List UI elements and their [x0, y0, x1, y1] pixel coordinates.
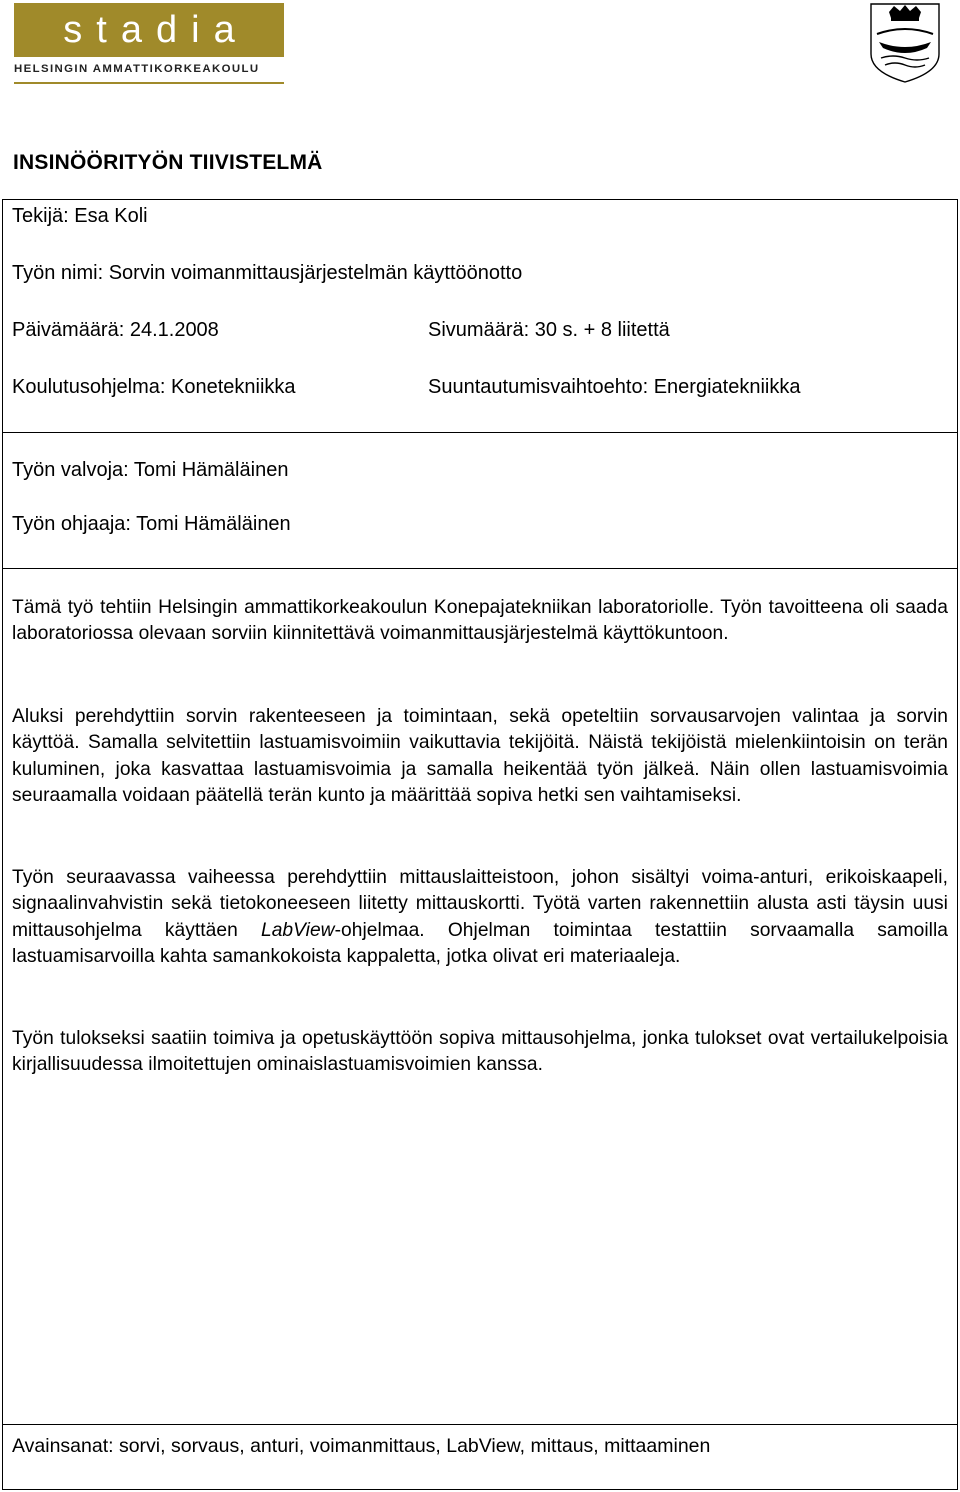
- logo-subtitle: HELSINGIN AMMATTIKORKEAKOULU: [14, 63, 260, 75]
- abstract-paragraph: [12, 865, 948, 971]
- abstract-paragraph-4: Työn tulokseksi saatiin toimiva ja opetuskäyttöön sopiva mittausohjelma, jonka tulokset ovat vertailukelpoisia kirjallisuudessa ilmoitettujen ominaislastuamisvoimien kanssa.: [12, 1028, 948, 1076]
- keywords-field: Avainsanat: sorvi, sorvaus, anturi, voimanmittaus, LabView, mittaus, mittaaminen: [12, 1435, 711, 1457]
- divider-line: [2, 568, 958, 569]
- divider-line: [2, 432, 958, 433]
- stadia-logo: [14, 3, 284, 57]
- divider-line: [2, 1424, 958, 1425]
- abstract-paragraph-1: Tämä työ tehtiin Helsingin ammattikorkeakoulun Konepajatekniikan laboratoriolle. Työn tavoitteena oli saada laboratoriossa olevaan sorviin kiinnitettävä voimanmittausjärjestelmä käyttökuntoon.: [12, 597, 948, 645]
- paragraph-3-text-start: Työn seuraavassa vaiheessa perehdyttiin mittauslaitteistoon, johon sisältyi voima-anturi, erikoiskaapeli, signaalinvahvistin sekä tietokoneeseen liitetty mittauskortti. Työtä varten rakennettiin alusta asti täysin uusi mittausohjelma käyttäen: [12, 867, 948, 941]
- logo-underline: [14, 82, 284, 84]
- author-field: Tekijä: Esa Koli: [12, 205, 148, 227]
- labview-term: LabView: [260, 919, 335, 941]
- document-title: INSINÖÖRITYÖN TIIVISTELMÄ: [13, 151, 323, 174]
- helsinki-coat-of-arms-icon: [867, 2, 943, 84]
- abstract-paragraph-3: [12, 865, 948, 971]
- abstract-paragraph: [12, 1026, 948, 1079]
- abstract-paragraph: [12, 704, 948, 810]
- logo-wordmark: stadia: [63, 9, 249, 51]
- page-count-field: Sivumäärä: 30 s. + 8 liitettä: [428, 319, 670, 341]
- program-field: Koulutusohjelma: Konetekniikka: [12, 376, 296, 398]
- paragraph-3-text-end: -ohjelmaa. Ohjelman toimintaa testattiin sorvaamalla samoilla lastuamisarvoilla kahta samankokoista kappaletta, jotka olivat eri materiaaleja.: [12, 919, 948, 968]
- specialization-field: Suuntautumisvaihtoehto: Energiatekniikka: [428, 376, 801, 398]
- supervisor-field: Työn valvoja: Tomi Hämäläinen: [12, 459, 289, 481]
- abstract-paragraph: [12, 595, 948, 648]
- abstract-paragraph-2: Aluksi perehdyttiin sorvin rakenteeseen ja toimintaan, sekä opeteltiin sorvausarvojen valintaa ja sorvin käyttöä. Samalla selvitettiin lastuamisvoimiin vaikuttavia tekijöitä. Näistä tekijöistä mielenkiintoisin on terän kuluminen, joka kasvattaa lastuamisvoimia ja samalla heikentää työn jälkeä. Näin ollen lastuamisvoimia seuraamalla voidaan päätellä terän kunto ja määrittää sopiva hetki sen vaihtamiseksi.: [12, 706, 948, 807]
- instructor-field: Työn ohjaaja: Tomi Hämäläinen: [12, 513, 291, 535]
- date-field: Päivämäärä: 24.1.2008: [12, 319, 219, 341]
- work-name-field: Työn nimi: Sorvin voimanmittausjärjestelmän käyttöönotto: [12, 262, 523, 284]
